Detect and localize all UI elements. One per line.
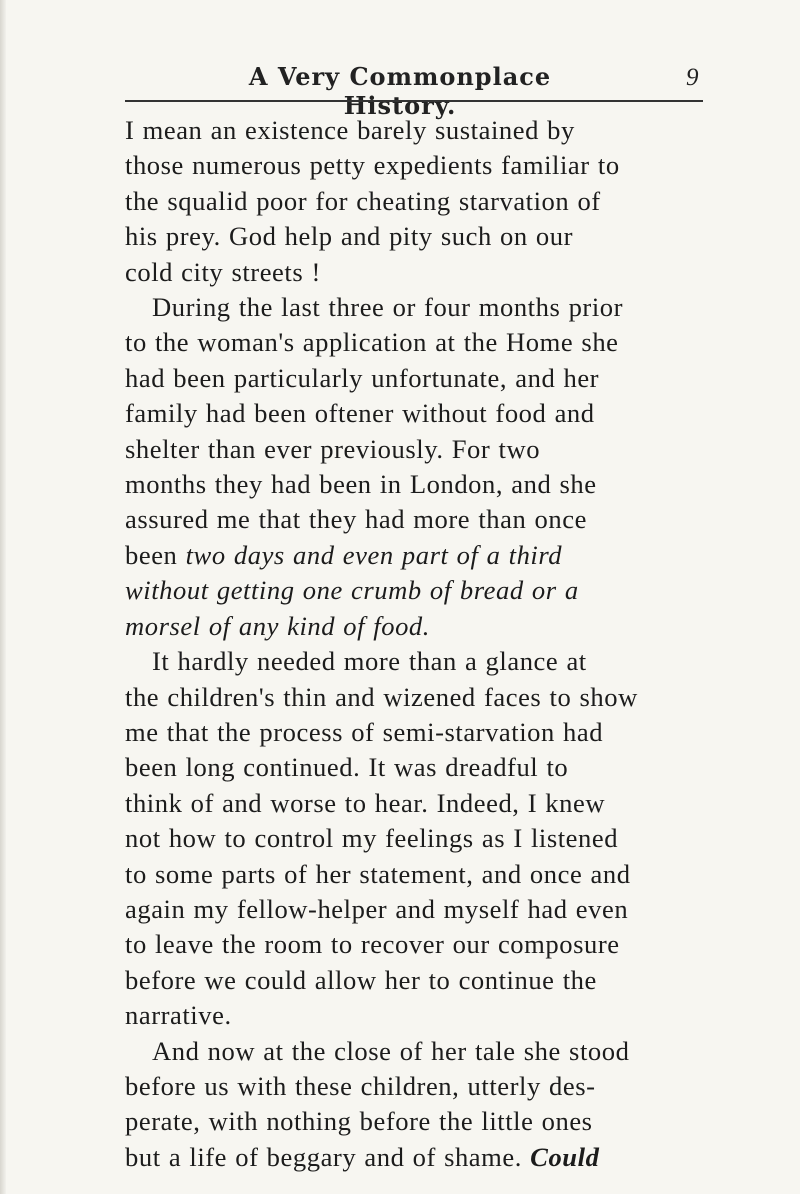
text-line: family had been oftener without food and (125, 398, 595, 429)
page-number: 9 (686, 64, 699, 91)
text-line: to some parts of her statement, and once and (125, 858, 631, 889)
running-title: A Very Commonplace History. (248, 62, 552, 120)
header-rule (125, 100, 703, 102)
text-line: cold city streets ! (125, 256, 321, 287)
text-line (125, 538, 715, 573)
italic-text-line: morsel of any kind of food. (125, 610, 430, 641)
text-line: shelter than ever previously. For two (125, 433, 541, 464)
body-text (125, 113, 715, 1175)
text-line: those numerous petty expedients familiar to (125, 150, 620, 181)
text-line: again my fellow-helper and myself had even (125, 893, 629, 924)
text-line: before us with these children, utterly des- (125, 1070, 596, 1101)
text-line: been long continued. It was dreadful to (125, 752, 569, 783)
binding-edge (0, 0, 6, 1194)
text-line: I mean an existence barely sustained by (125, 115, 575, 145)
text-line: months they had been in London, and she (125, 469, 597, 500)
text-line: me that the process of semi-starvation had (125, 716, 604, 747)
text-line: to leave the room to recover our composure (125, 929, 620, 960)
text-segment: but a life of beggary and of shame. (125, 1141, 531, 1172)
text-line (125, 1140, 715, 1175)
text-line: had been particularly unfortunate, and her (125, 362, 600, 393)
italic-text-line: without getting one crumb of bread or a (125, 575, 579, 606)
text-line: not how to control my feelings as I listened (125, 823, 619, 854)
text-line: And now at the close of her tale she stood (152, 1035, 630, 1066)
text-line: During the last three or four months prior (152, 292, 624, 323)
italic-text: two days and even part of a third (185, 539, 563, 570)
catchword: Could (530, 1141, 600, 1172)
text-line: It hardly needed more than a glance at (152, 646, 587, 677)
text-line: before we could allow her to continue the (125, 964, 597, 995)
text-line: to the woman's application at the Home she (125, 327, 619, 358)
text-line: the squalid poor for cheating starvation of (125, 185, 601, 216)
text-line: narrative. (125, 1000, 232, 1031)
text-line: his prey. God help and pity such on our (125, 221, 573, 252)
text-line: perate, with nothing before the little ones (125, 1106, 593, 1137)
text-line: the children's thin and wizened faces to show (125, 681, 638, 712)
text-segment: been (125, 539, 186, 570)
text-line: think of and worse to hear. Indeed, I knew (125, 787, 606, 818)
text-line: assured me that they had more than once (125, 504, 587, 535)
